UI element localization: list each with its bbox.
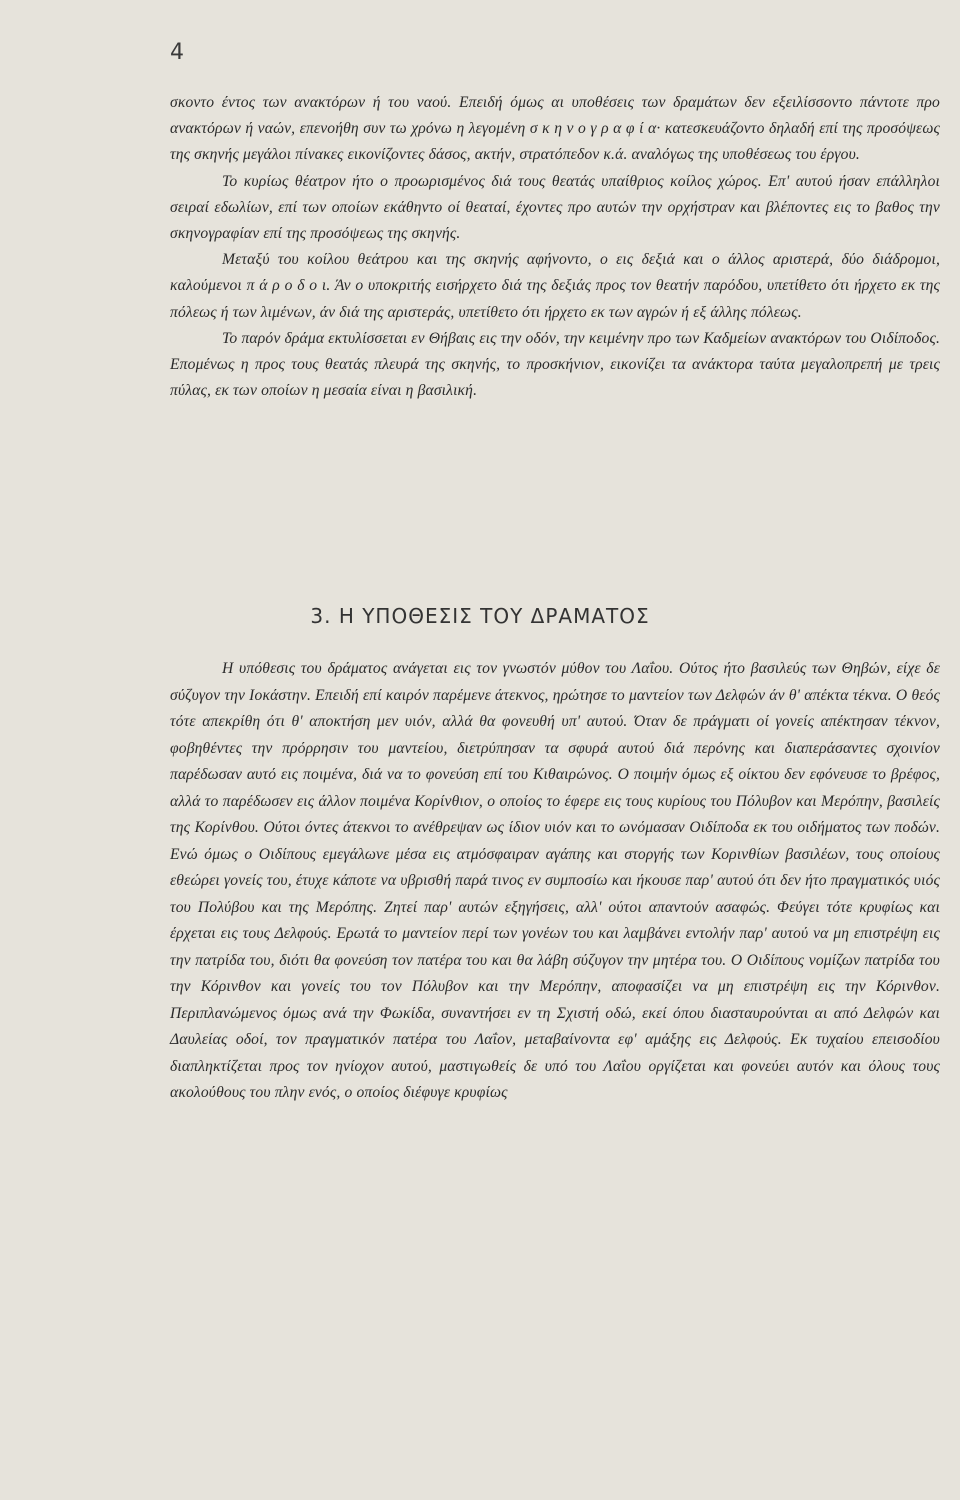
section-1-text bbox=[170, 90, 940, 404]
paragraph: Η υπόθεσις του δράματος ανάγεται εις τον γνωστόν μύθον του Λαΐου. Ούτος ήτο βασιλεύς των Θηβών, είχε δε σύζυγον την Ιοκάστην. Επειδή επί καιρόν παρέμενε άτεκνος, ηρώτησε το μαντείον των Δελφών άν θ' απέκτα τέκνα. Ο θεός τότε απεκρίθη ότι θ' αποκτήση μεν υιόν, αλλά θα φονευθή υπ' αυτού. Όταν δε πράγματι οί γονείς απέκτησαν τέκνον, φοβηθέντες την πρόρρησιν του μαντείου, διετρύπησαν τα σφυρά αυτού διά περόνης και διαπεράσαντες σχοινίον παρέδωσαν αυτό εις ποιμένα, διά να το φονεύση επί του Κιθαιρώνος. Ο ποιμήν όμως εξ οίκτου δεν εφόνευσε το βρέφος, αλλά το παρέδωσεν εις άλλον ποιμένα Κορίνθιον, ο οποίος το έφερε εις τους κυρίους του Πόλυβον και Μερόπην, βασιλείς της Κορίνθου. Ούτοι όντες άτεκνοι το ανέθρεψαν ως ίδιον υιόν και το ωνόμασαν Οιδίποδα εκ του οιδήματος των ποδών. Ενώ όμως ο Οιδίπους εμεγάλωνε μέσα εις ατμόσφαιραν αγάπης και στοργής των Κορινθίων βασιλέων, τους οποίους εθεώρει γονείς του, έτυχε κάποτε να υβρισθή παρά τινος εν συμποσίω και ήκουσε παρ' αυτού ότι δεν ήτο πραγματικός υιός του Πολύβου και της Μερόπης. Ζητεί παρ' αυτών εξηγήσεις, αλλ' ούτοι απαντούν ασαφώς. Φεύγει τότε κρυφίως και έρχεται εις τους Δελφούς. Ερωτά το μαντείον περί των γονέων του και λαμβάνει εντολήν παρ' αυτού να μη επιστρέψη εις την πατρίδα του, διότι θα φονεύση τον πατέρα του και θα λάβη σύζυγον την μητέρα του. Ο Οιδίπους νομίζων πατρίδα του την Κόρινθον και γονείς του τον Πόλυβον και την Μερόπην, αποφασίζει να μη επιστρέψη εις την Κόρινθον. Περιπλανώμενος όμως ανά την Φωκίδα, συναντήσει εν τη Σχιστή οδώ, εκεί όπου διασταυρούνται αι από Δελφών και Δαυλείας οδοί, τον πραγματικόν πατέρα του Λαΐον, μεταβαίνοντα εφ' αμάξης εις Δελφούς. Εκ τυχαίου επεισοδίου διαπληκτίζεται προς τον ηνίοχον αυτού, μαστιγωθείς δε υπό του Λαΐου οργίζεται και φονεύει αυτόν και όλους τους ακολούθους του πλην ενός, ο οποίος διέφυγε κρυφίως bbox=[170, 660, 940, 1101]
paragraph: Μεταξύ του κοίλου θεάτρου και της σκηνής αφήνοντο, ο εις δεξιά και ο άλλος αριστερά, δύο διάδρομοι, καλούμενοι π ά ρ ο δ ο ι. Άν ο υποκριτής εισήρχετο διά της δεξιάς προς τον θεατήν παρόδου, υπετίθετο ότι ήρχετο εκ της πόλεως ή των λιμένων, άν διά της αριστεράς, υπετίθετο ότι ήρχετο εκ των αγρών ή εξ άλλης πόλεως. bbox=[170, 251, 940, 321]
paragraph: Το κυρίως θέατρον ήτο ο προωρισμένος διά τους θεατάς υπαίθριος κοίλος χώρος. Επ' αυτού ήσαν επάλληλοι σειραί εδωλίων, επί των οποίων εκάθηντο οί θεαταί, έχοντες προ αυτών την ορχήστραν και βλέποντες εις το βαθος την σκηνογραφίαν επί της προσόψεως της σκηνής. bbox=[170, 172, 940, 243]
page-number: 4 bbox=[170, 40, 184, 65]
section-2-text bbox=[170, 656, 940, 1107]
paragraph: σκοντο έντος των ανακτόρων ή του ναού. Επειδή όμως αι υποθέσεις των δραμάτων δεν εξειλίσσοντο πάντοτε προ ανακτόρων ή ναών, επενοήθη συν τω χρόνω η λεγομένη σ κ η ν ο γ ρ α φ ί α· κατεσκευάζοντο δηλαδή επί της προσόψεως της σκηνής μεγάλοι πίνακες εικονίζοντες δάσος, ακτήν, στρατόπεδον κ.ά. αναλόγως της υποθέσεως του έργου. bbox=[170, 94, 940, 164]
section-heading: 3. Η ΥΠΟΘΕΣΙΣ ΤΟΥ ΔΡΑΜΑΤΟΣ bbox=[310, 604, 650, 628]
paragraph: Το παρόν δράμα εκτυλίσσεται εν Θήβαις εις την οδόν, την κειμένην προ των Καδμείων ανακτόρων του Οιδίποδος. Επομένως η προς τους θεατάς πλευρά της σκηνής, το προσκήνιον, εικονίζει τα ανάκτορα ταύτα μεγαλοπρεπή με τρεις πύλας, εκ των οποίων η μεσαία είναι η βασιλική. bbox=[170, 329, 940, 400]
